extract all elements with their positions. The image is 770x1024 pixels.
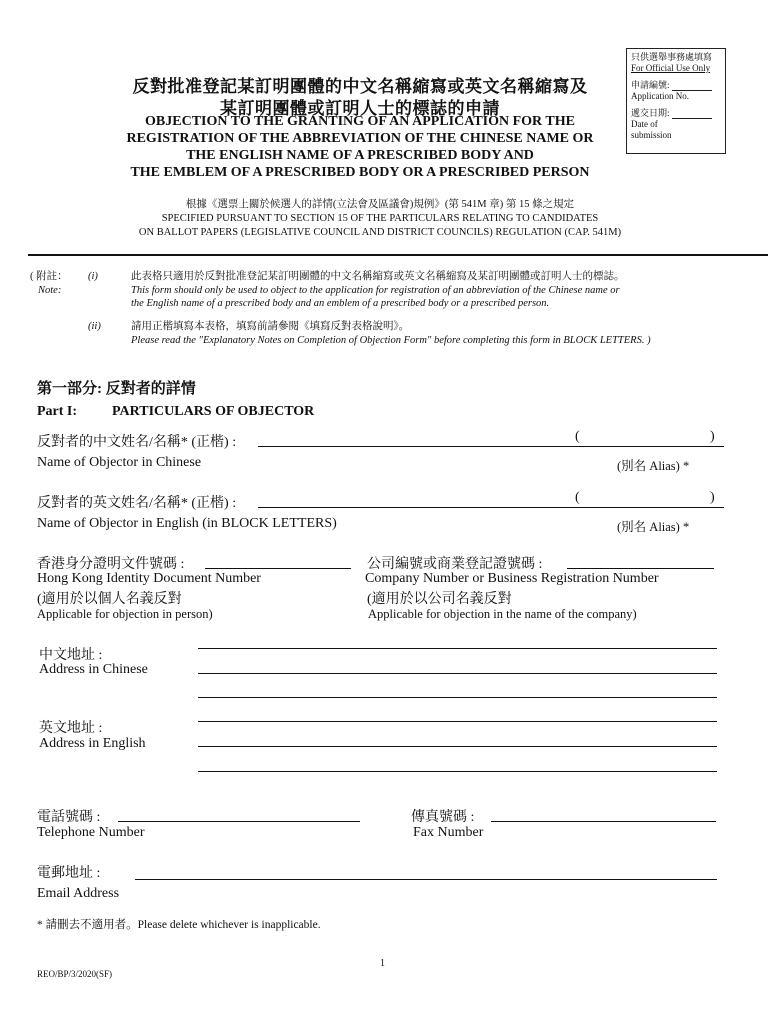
note-ii-zh: 請用正楷填寫本表格，填寫前請參閱《填寫反對表格說明》。 [131,321,410,332]
address-en-line-2[interactable] [198,746,717,747]
note-ii-en: Please read the "Explanatory Notes on Completion of Objection Form" before completing this form in BLOCK LETTERS. ) [131,335,651,346]
alias-label-2: (別名 Alias) * [617,520,690,534]
submission-date-line[interactable] [672,109,712,119]
address-en-line-1[interactable] [198,721,717,722]
alias-label-1: (別名 Alias) * [617,459,690,473]
title-zh-line-2: 某訂明團體或訂明人士的標誌的申請 [220,99,500,118]
form-code: REO/BP/3/2020(SF) [37,969,113,979]
basis-zh: 根據《選票上關於候選人的詳情(立法會及區議會)規例》(第 541M 章) 第 15 條之規定 [185,199,575,210]
address-zh-label-zh: 中文地址 : [39,648,103,663]
name-zh-input-line[interactable] [258,446,724,447]
address-zh-label-en: Address in Chinese [39,662,148,677]
title-en-line-1: OBJECTION TO THE GRANTING OF AN APPLICATION FOR THE [145,114,575,129]
note-i-en-2: the English name of a prescribed body and an emblem of a prescribed body or a prescribed person. [131,298,550,309]
application-no-line[interactable] [672,81,712,91]
title-zh-line-1: 反對批准登記某訂明團體的中文名稱縮寫或英文名稱縮寫及 [132,77,588,96]
name-en-input-line[interactable] [258,507,724,508]
title-en-line-4: THE EMBLEM OF A PRESCRIBED BODY OR A PRESCRIBED PERSON [130,165,590,180]
name-zh-label-en: Name of Objector in Chinese [37,455,202,470]
alias-close-paren: ) [710,429,715,444]
fax-label-en: Fax Number [413,825,484,840]
official-use-zh: 只供選舉事務處填寫 [631,52,713,62]
official-use-en: For Official Use Only [631,63,711,73]
submission-date-en-2: submission [631,130,672,140]
address-zh-line-1[interactable] [198,648,717,649]
name-en-label: 反對者的英文姓名/名稱* (正楷) : [37,496,237,511]
address-zh-line-3[interactable] [198,697,717,698]
email-label-zh: 電郵地址 : [37,866,101,881]
basis-en-1: SPECIFIED PURSUANT TO SECTION 15 OF THE PARTICULARS RELATING TO CANDIDATES [161,213,599,224]
basis-en-2: ON BALLOT PAPERS (LEGISLATIVE COUNCIL AND DISTRICT COUNCILS) REGULATION (CAP. 541M) [138,227,622,238]
telephone-label-zh: 電話號碼 : [37,810,101,825]
company-no-input-line[interactable] [567,568,714,569]
note-i-number: (i) [88,271,98,282]
note-label-en: Note: [38,285,62,296]
telephone-label-en: Telephone Number [37,825,145,840]
page-number: 1 [380,958,385,969]
hkid-label-en: Hong Kong Identity Document Number [37,571,261,586]
alias-open-paren-2: ( [575,490,580,505]
name-zh-label: 反對者的中文姓名/名稱* (正楷) : [37,435,237,450]
fax-label-zh: 傳真號碼 : [411,810,475,825]
alias-open-paren: ( [575,429,580,444]
hkid-note-en: Applicable for objection in person) [37,607,213,621]
title-en-line-3: THE ENGLISH NAME OF A PRESCRIBED BODY AND [186,148,534,163]
company-no-note-en: Applicable for objection in the name of the company) [368,607,637,621]
submission-date-zh: 遞交日期: [631,108,670,118]
alias-close-paren-2: ) [710,490,715,505]
address-en-label-zh: 英文地址 : [39,721,103,736]
note-i-zh: 此表格只適用於反對批准登記某訂明團體的中文名稱縮寫或英文名稱縮寫及某訂明團體或訂明人士的標誌。 [131,271,625,282]
divider [28,254,768,256]
email-input-line[interactable] [135,879,717,880]
footnote: * 請刪去不適用者。Please delete whichever is inapplicable. [37,919,321,931]
hkid-label-zh: 香港身分證明文件號碼 : [37,557,185,572]
note-ii-number: (ii) [88,321,101,332]
address-en-label-en: Address in English [39,736,146,751]
note-i-en-1: This form should only be used to object to the application for registration of an abbreviation of the Chinese name or [131,285,620,296]
title-en-line-2: REGISTRATION OF THE ABBREVIATION OF THE CHINESE NAME OR [126,131,594,146]
application-no-zh: 申請編號: [631,80,670,90]
address-zh-line-2[interactable] [198,673,717,674]
telephone-input-line[interactable] [118,821,360,822]
name-en-label-en: Name of Objector in English (in BLOCK LETTERS) [37,516,337,531]
hkid-input-line[interactable] [205,568,351,569]
hkid-note-zh: (適用於以個人名義反對 [37,592,182,607]
fax-input-line[interactable] [491,821,716,822]
company-no-label-zh: 公司編號或商業登記證號碼 : [367,557,543,572]
note-label-zh: ( 附註： [30,271,68,282]
part1-number-en: Part I: [37,404,78,419]
part1-heading-zh: 第一部分: 反對者的詳情 [37,381,196,397]
application-no-en: Application No. [631,91,689,101]
address-en-line-3[interactable] [198,771,717,772]
submission-date-en-1: Date of [631,119,658,129]
company-no-label-en: Company Number or Business Registration Number [365,571,659,586]
part1-title-en: PARTICULARS OF OBJECTOR [112,404,315,419]
company-no-note-zh: (適用於以公司名義反對 [367,592,512,607]
email-label-en: Email Address [37,886,120,901]
